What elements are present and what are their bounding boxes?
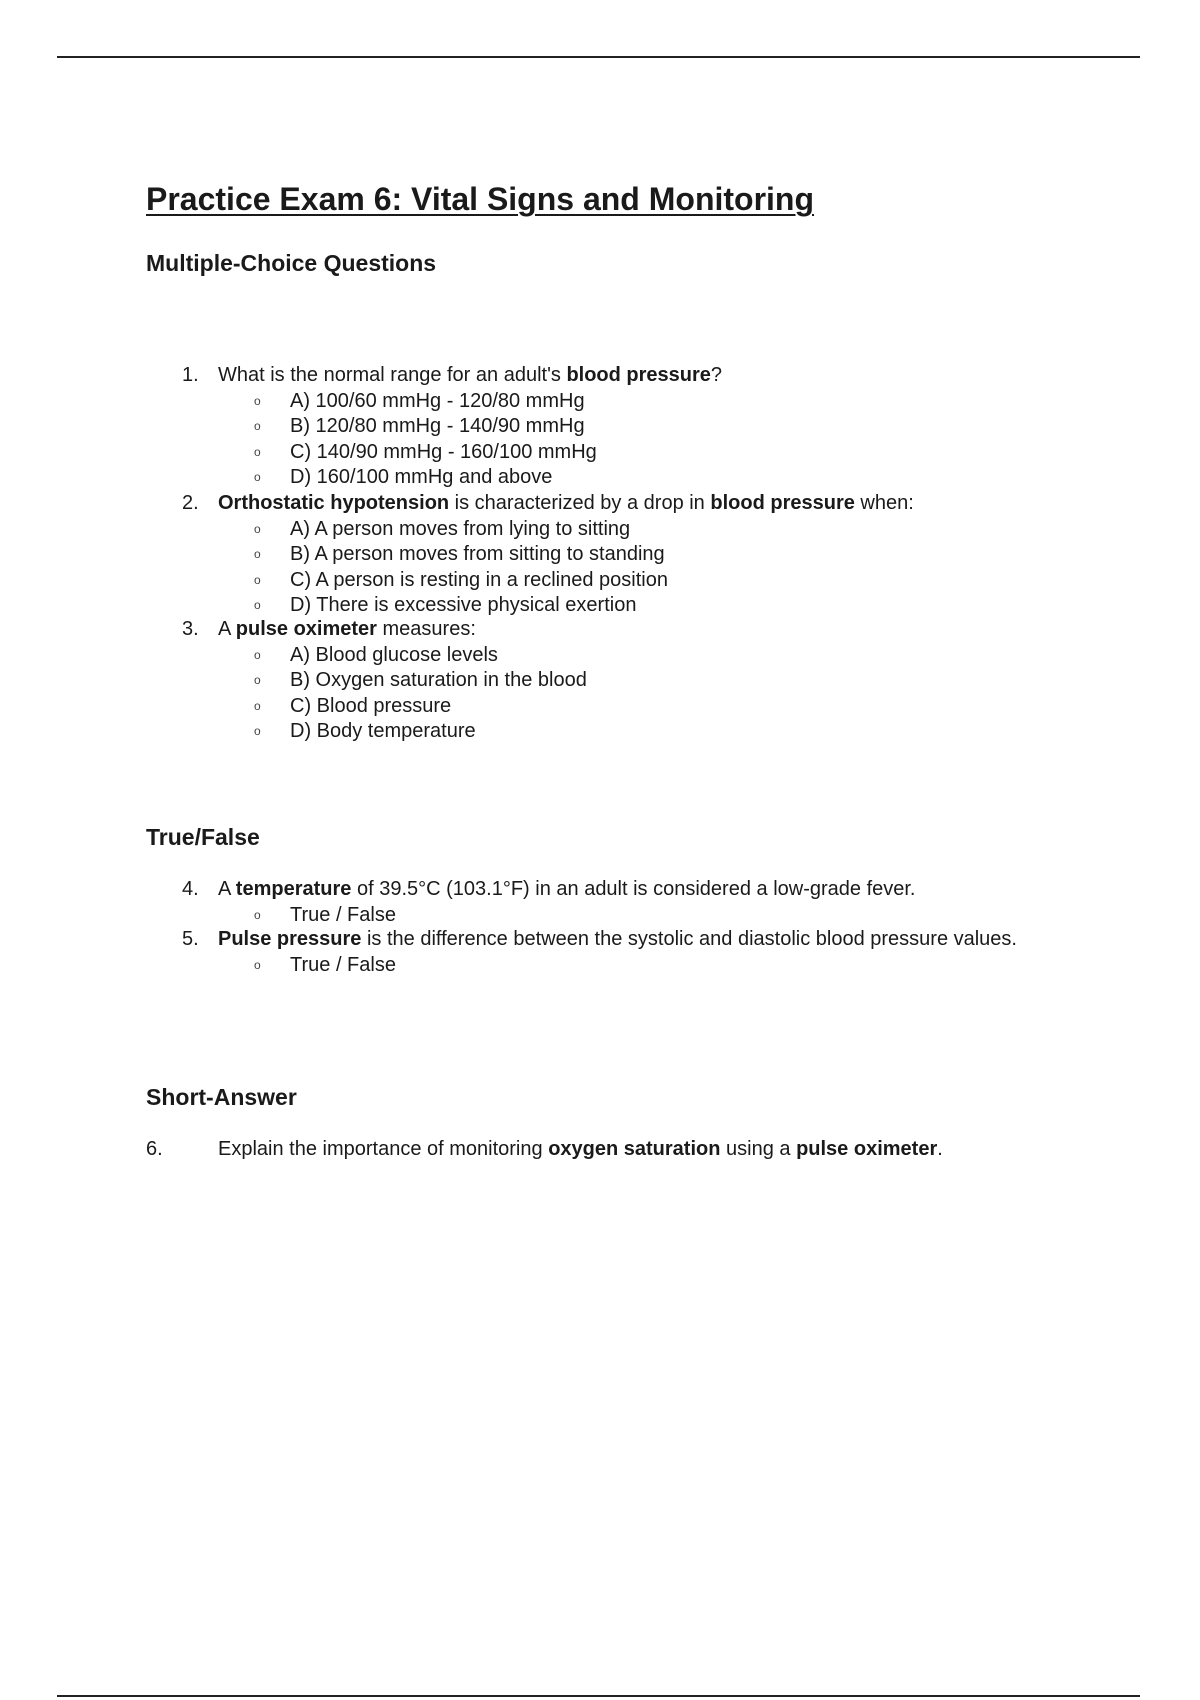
- text-segment: What is the normal range for an adult's: [218, 364, 567, 386]
- option-item: [182, 719, 1042, 745]
- bold-term: blood pressure: [566, 364, 711, 386]
- question-text: [218, 877, 1038, 903]
- option-text: True / False: [290, 903, 396, 926]
- question-number: 3.: [182, 618, 199, 640]
- hollow-bullet-icon: o: [254, 673, 261, 687]
- question-4: [182, 877, 1042, 928]
- option-text: D) Body temperature: [290, 720, 476, 742]
- option-item: [182, 593, 1042, 619]
- option-text: B) A person moves from sitting to standing: [290, 543, 665, 565]
- option-text: C) 140/90 mmHg - 160/100 mmHg: [290, 440, 597, 463]
- option-item: [182, 903, 1042, 929]
- text-segment: measures:: [376, 618, 476, 640]
- hollow-bullet-icon: o: [254, 698, 261, 713]
- option-text: C) A person is resting in a reclined position: [290, 568, 668, 591]
- question-text: [218, 927, 1038, 953]
- question-text: [218, 617, 1038, 643]
- hollow-bullet-icon: o: [254, 598, 261, 612]
- option-text: A) 100/60 mmHg - 120/80 mmHg: [290, 389, 585, 412]
- option-item: [182, 517, 1042, 543]
- hollow-bullet-icon: o: [254, 907, 261, 922]
- bold-term: Pulse pressure: [218, 928, 362, 950]
- option-text: True / False: [290, 953, 396, 976]
- question-text: [218, 363, 1038, 389]
- page-title: Practice Exam 6: Vital Signs and Monitoring: [146, 181, 815, 217]
- option-item: [182, 389, 1042, 415]
- question-line: [182, 927, 1042, 953]
- text-segment: .: [937, 1138, 943, 1160]
- text-segment: is characterized by a drop in: [449, 492, 711, 514]
- question-number: 6.: [146, 1138, 163, 1160]
- question-text: [218, 491, 1038, 517]
- bold-term: Orthostatic hypotension: [218, 492, 450, 514]
- option-item: [182, 414, 1042, 440]
- question-1: [182, 363, 1042, 491]
- hollow-bullet-icon: o: [254, 572, 261, 587]
- text-segment: using a: [720, 1138, 797, 1160]
- question-line: [182, 363, 1042, 389]
- section-heading-multiple-choice: Multiple-Choice Questions: [146, 250, 437, 276]
- hollow-bullet-icon: o: [254, 444, 261, 459]
- hollow-bullet-icon: o: [254, 724, 261, 738]
- bold-term: pulse oximeter: [235, 618, 377, 640]
- option-text: A) Blood glucose levels: [290, 643, 498, 666]
- question-number: 4.: [182, 878, 199, 900]
- question-6: [146, 1137, 1146, 1163]
- bold-term: pulse oximeter: [796, 1138, 938, 1160]
- bold-term: oxygen saturation: [548, 1138, 721, 1160]
- hollow-bullet-icon: o: [254, 547, 261, 561]
- option-item: [182, 643, 1042, 669]
- option-item: [182, 953, 1042, 979]
- option-list: [182, 643, 1042, 745]
- option-item: [182, 668, 1042, 694]
- option-text: B) Oxygen saturation in the blood: [290, 669, 587, 691]
- option-item: [182, 465, 1042, 491]
- hollow-bullet-icon: o: [254, 470, 261, 484]
- question-number: 1.: [182, 364, 199, 386]
- question-number: 2.: [182, 492, 199, 514]
- hollow-bullet-icon: o: [254, 521, 261, 536]
- question-2: [182, 491, 1042, 619]
- option-list: [182, 517, 1042, 619]
- option-item: [182, 568, 1042, 594]
- text-segment: when:: [854, 492, 914, 514]
- question-line: [146, 1137, 1038, 1163]
- bold-term: temperature: [235, 878, 352, 900]
- footer-rule: [57, 1695, 1140, 1697]
- hollow-bullet-icon: o: [254, 393, 261, 408]
- option-item: [182, 440, 1042, 466]
- option-text: B) 120/80 mmHg - 140/90 mmHg: [290, 415, 585, 437]
- option-item: [182, 542, 1042, 568]
- question-number: 5.: [182, 928, 199, 950]
- hollow-bullet-icon: o: [254, 957, 261, 972]
- hollow-bullet-icon: o: [254, 419, 261, 433]
- question-text: [218, 1137, 1038, 1163]
- header-rule: [57, 56, 1140, 58]
- option-text: D) There is excessive physical exertion: [290, 594, 637, 616]
- option-list: [182, 903, 1042, 929]
- option-list: [182, 389, 1042, 491]
- option-text: C) Blood pressure: [290, 694, 452, 717]
- text-segment: ?: [710, 364, 723, 386]
- bold-term: blood pressure: [710, 492, 855, 514]
- option-text: A) A person moves from lying to sitting: [290, 517, 631, 540]
- question-3: [182, 617, 1042, 745]
- question-5: [182, 927, 1042, 978]
- section-heading-short-answer: Short-Answer: [146, 1084, 297, 1110]
- option-list: [182, 953, 1042, 979]
- section-heading-true-false: True/False: [146, 824, 260, 850]
- hollow-bullet-icon: o: [254, 647, 261, 662]
- text-segment: A: [218, 618, 236, 640]
- text-segment: A: [218, 878, 236, 900]
- text-segment: of 39.5°C (103.1°F) in an adult is considered a low-grade fever.: [351, 878, 916, 900]
- question-line: [182, 617, 1042, 643]
- text-segment: Explain the importance of monitoring: [218, 1138, 549, 1160]
- option-text: D) 160/100 mmHg and above: [290, 466, 553, 488]
- question-line: [182, 877, 1042, 903]
- text-segment: is the difference between the systolic and diastolic blood pressure values.: [361, 928, 1017, 950]
- question-line: [182, 491, 1042, 517]
- option-item: [182, 694, 1042, 720]
